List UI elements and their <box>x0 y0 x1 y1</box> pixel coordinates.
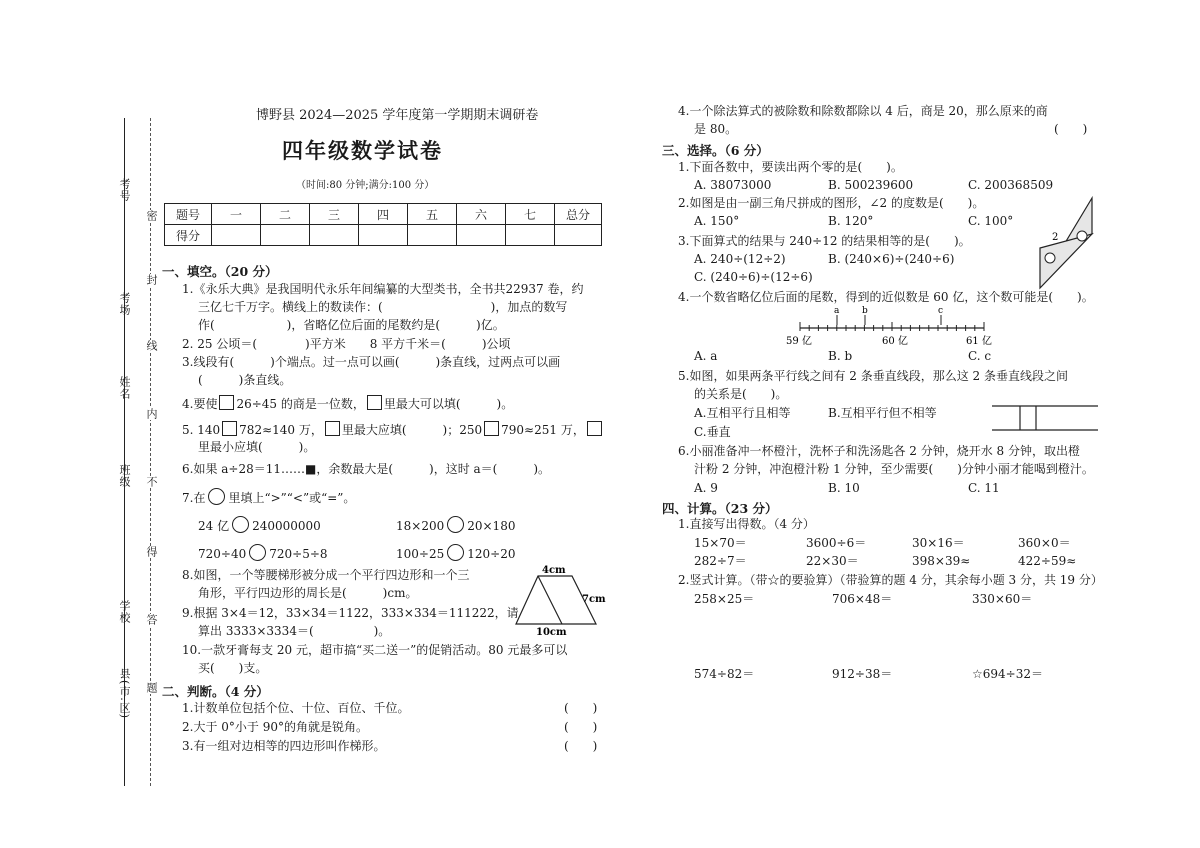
choice-option[interactable]: A. 150° <box>694 214 740 228</box>
compare-right: 120÷20 <box>467 547 516 561</box>
fill-q4 <box>182 395 513 412</box>
ruler-hole <box>1077 231 1087 241</box>
exam-no-label: 考号 <box>118 178 131 202</box>
section-1-title: 一、填空。（20 分） <box>162 264 278 279</box>
blank-circle[interactable] <box>249 544 266 561</box>
compare-right: 720÷5÷8 <box>269 547 328 561</box>
marker-a-label: a <box>834 306 840 316</box>
fill-q5-cont: 里最小应填( )。 <box>198 440 316 454</box>
choice-option[interactable]: C. c <box>968 349 992 363</box>
judge-item-4-cont: 是 80。 <box>694 122 738 136</box>
fill-q3-line: ( )条直线。 <box>198 373 292 387</box>
section-4-title: 四、计算。（23 分） <box>662 501 778 516</box>
fill-q1-line: 作( )，省略亿位后面的尾数约是( )亿。 <box>198 318 505 332</box>
score-header-cell: 一 <box>212 204 261 225</box>
name-label: 姓名 <box>118 376 131 400</box>
choice-option[interactable]: C. (240÷6)÷(12÷6) <box>694 270 813 284</box>
choice-option[interactable]: B. 120° <box>828 214 874 228</box>
fill-q6: 6.如果 a÷28＝11……■，余数最大是( )，这时 a＝( )。 <box>182 462 551 476</box>
choice-q6-line: 6.小丽准备冲一杯橙汁，洗杯子和洗汤匙各 2 分钟，烧开水 8 分钟，取出橙 <box>678 444 1080 458</box>
choice-option[interactable]: C. 100° <box>968 214 1014 228</box>
calc-item: 3600÷6＝ <box>806 536 867 550</box>
vertical-calc-item: ☆694÷32＝ <box>972 667 1043 681</box>
score-header-cell: 题号 <box>165 204 212 225</box>
calc-item: 422÷59≈ <box>1018 554 1077 568</box>
score-cell[interactable] <box>408 225 457 246</box>
score-table-header-row <box>165 204 602 225</box>
score-cell[interactable] <box>506 225 555 246</box>
choice-option[interactable]: B.互相平行但不相等 <box>828 406 937 420</box>
calc-item: 15×70＝ <box>694 536 747 550</box>
page-title: 四年级数学试卷 <box>282 138 443 163</box>
q5-text: 782≈140 万， <box>239 423 323 437</box>
fill-q8-line: 角形，平行四边形的周长是( )cm。 <box>198 586 418 600</box>
blank-box[interactable] <box>484 421 499 436</box>
q5-text: 里最大应填( )；250 <box>341 423 483 437</box>
school-year-line: 博野县 2024—2025 学年度第一学期期末调研卷 <box>256 108 539 123</box>
compare-left: 24 亿 <box>198 519 230 533</box>
calc-item: 282÷7＝ <box>694 554 747 568</box>
calc-item: 30×16＝ <box>912 536 965 550</box>
exam-room-label: 考场 <box>118 292 131 316</box>
choice-option[interactable]: C. 11 <box>968 481 1000 495</box>
tick-label-59: 59 亿 <box>786 336 812 347</box>
compare-right: 20×180 <box>467 519 516 533</box>
trapezoid-top-label: 4cm <box>542 565 566 576</box>
choice-option[interactable]: C. 200368509 <box>968 178 1054 192</box>
score-cell[interactable] <box>212 225 261 246</box>
marker-b-label: b <box>862 306 868 316</box>
choice-q5-line: 5.如图，如果两条平行线之间有 2 条垂直线段，那么这 2 条垂直线段之间 <box>678 369 1068 383</box>
choice-q6-line: 汁粉 2 分钟，冲泡橙汁粉 1 分钟，至少需要( )分钟小丽才能喝到橙汁。 <box>694 462 1094 476</box>
set-square-figure <box>1036 196 1100 292</box>
tick-label-60: 60 亿 <box>882 336 908 347</box>
seal-char: 线 <box>145 340 158 352</box>
q4-text: 26÷45 的商是一位数， <box>236 397 365 411</box>
score-cell[interactable] <box>359 225 408 246</box>
q4-text: 里最大可以填( )。 <box>383 397 514 411</box>
choice-option[interactable]: B. 500239600 <box>828 178 914 192</box>
vertical-calc-item: 706×48＝ <box>832 592 893 606</box>
school-label: 学校 <box>118 600 131 624</box>
blank-circle[interactable] <box>447 516 464 533</box>
fill-q10-line: 买( )支。 <box>198 661 268 675</box>
seal-char: 内 <box>145 408 158 420</box>
choice-option[interactable]: A. 9 <box>694 481 718 495</box>
vertical-calc-item: 574÷82＝ <box>694 667 755 681</box>
choice-option[interactable]: A.互相平行且相等 <box>694 406 791 420</box>
blank-box[interactable] <box>367 395 382 410</box>
score-header-cell: 三 <box>310 204 359 225</box>
vertical-calc-item: 330×60＝ <box>972 592 1033 606</box>
calc-q1: 1.直接写出得数。（4 分） <box>678 517 815 531</box>
choice-option[interactable]: B. 10 <box>828 481 860 495</box>
choice-option[interactable]: C.垂直 <box>694 425 731 439</box>
calc-item: 398×39≈ <box>912 554 971 568</box>
judge-paren[interactable]: ( ) <box>564 739 598 753</box>
fill-q10-line: 10.一款牙膏每支 20 元，超市搞“买二送一”的促销活动。80 元最多可以 <box>182 643 568 657</box>
score-header-cell: 五 <box>408 204 457 225</box>
choice-q2: 2.如图是由一副三角尺拼成的图形，∠2 的度数是( )。 <box>678 196 985 210</box>
fill-q9-line: 算出 3333×3334＝( )。 <box>198 624 391 638</box>
blank-box[interactable] <box>222 421 237 436</box>
score-cell[interactable] <box>261 225 310 246</box>
blank-circle[interactable] <box>208 488 225 505</box>
judge-paren[interactable]: ( ) <box>1054 122 1088 136</box>
section-3-title: 三、选择。（6 分） <box>662 143 769 158</box>
compare-left: 100÷25 <box>396 547 445 561</box>
blank-circle[interactable] <box>447 544 464 561</box>
q5-text: 5. 140 <box>182 423 221 437</box>
choice-option[interactable]: A. 240÷(12÷2) <box>694 252 786 266</box>
trapezoid-bottom-label: 10cm <box>536 627 567 638</box>
compare-item <box>396 516 515 534</box>
score-cell[interactable] <box>555 225 602 246</box>
choice-option[interactable]: A. 38073000 <box>694 178 772 192</box>
calc-item: 22×30＝ <box>806 554 859 568</box>
blank-circle[interactable] <box>232 516 249 533</box>
score-table-score-row <box>165 225 602 246</box>
judge-item-1: 1.计数单位包括个位、十位、百位、千位。 <box>182 701 410 715</box>
tick-label-61: 61 亿 <box>966 336 992 347</box>
judge-paren[interactable]: ( ) <box>564 720 598 734</box>
fill-q9-line: 9.根据 3×4＝12，33×34＝1122，333×334＝111222，请 <box>182 606 519 620</box>
compare-item <box>396 544 515 562</box>
seal-char: 答 <box>145 614 158 626</box>
trapezoid-divider <box>538 576 562 624</box>
ruler-hole <box>1045 253 1055 263</box>
q7-text: 7.在 <box>182 491 206 505</box>
blank-box[interactable] <box>219 395 234 410</box>
seal-char: 不 <box>145 476 158 488</box>
time-note: （时间:80 分钟;满分:100 分） <box>296 180 435 191</box>
compare-left: 18×200 <box>396 519 445 533</box>
compare-left: 720÷40 <box>198 547 247 561</box>
county-label: 县(市.区) <box>118 668 131 720</box>
score-row-label: 得分 <box>165 225 212 246</box>
fill-q1-line: 三亿七千万字。横线上的数读作：( )，加点的数写 <box>198 300 568 314</box>
score-header-cell: 二 <box>261 204 310 225</box>
choice-q4: 4.一个数省略亿位后面的尾数，得到的近似数是 60 亿，这个数可能是( )。 <box>678 290 1094 304</box>
blank-box[interactable] <box>325 421 340 436</box>
section-2-title: 二、判断。（4 分） <box>162 684 269 699</box>
score-header-cell: 四 <box>359 204 408 225</box>
vertical-calc-item: 912÷38＝ <box>832 667 893 681</box>
fill-q8-line: 8.如图，一个等腰梯形被分成一个平行四边形和一个三 <box>182 568 470 582</box>
marker-c-label: c <box>938 306 944 316</box>
fill-q2: 2. 25 公顷＝( )平方米 8 平方千米＝( )公顷 <box>182 337 511 351</box>
trapezoid-side-label: 7cm <box>582 594 606 605</box>
number-line-figure <box>786 306 998 348</box>
fill-q5 <box>182 421 604 438</box>
seal-char: 得 <box>145 546 158 558</box>
choice-q1: 1.下面各数中，要读出两个零的是( )。 <box>678 160 903 174</box>
choice-q5-line: 的关系是( )。 <box>694 387 788 401</box>
seal-char: 密 <box>145 210 158 222</box>
fill-q7 <box>182 488 355 506</box>
compare-item <box>198 544 328 562</box>
judge-item-3: 3.有一组对边相等的四边形叫作梯形。 <box>182 739 386 753</box>
angle-2-label: 2 <box>1052 232 1059 243</box>
fill-q3-line: 3.线段有( )个端点。过一点可以画( )条直线，过两点可以画 <box>182 355 561 369</box>
choice-option[interactable]: B. b <box>828 349 853 363</box>
score-header-cell: 六 <box>457 204 506 225</box>
choice-q3: 3.下面算式的结果与 240÷12 的结果相等的是( )。 <box>678 234 971 248</box>
score-cell[interactable] <box>457 225 506 246</box>
q5-text: 790≈251 万， <box>501 423 585 437</box>
choice-option[interactable]: B. (240×6)÷(240÷6) <box>828 252 955 266</box>
class-label: 班级 <box>118 464 131 488</box>
calc-item: 360×0＝ <box>1018 536 1071 550</box>
trapezoid-figure <box>512 564 604 638</box>
compare-right: 240000000 <box>252 519 321 533</box>
score-table <box>164 203 602 246</box>
fill-q1-line: 1.《永乐大典》是我国明代永乐年间编纂的大型类书，全书共22937 卷，约 <box>182 282 584 296</box>
seal-char: 题 <box>145 682 158 694</box>
score-header-cell: 总分 <box>555 204 602 225</box>
score-header-cell: 七 <box>506 204 555 225</box>
calc-q2: 2.竖式计算。（带☆的要验算）（带验算的题 4 分，其余每小题 3 分，共 19 分） <box>678 573 1103 587</box>
judge-paren[interactable]: ( ) <box>564 701 598 715</box>
number-line-ticks <box>800 322 984 331</box>
judge-item-2: 2.大于 0°小于 90°的角就是锐角。 <box>182 720 368 734</box>
q4-text: 4.要使 <box>182 397 218 411</box>
seal-char: 封 <box>145 274 158 286</box>
choice-option[interactable]: A. a <box>694 349 718 363</box>
vertical-calc-item: 258×25＝ <box>694 592 755 606</box>
parallel-lines-figure <box>992 402 1100 434</box>
blank-box[interactable] <box>587 421 602 436</box>
compare-item <box>198 516 321 534</box>
q7-text: 里填上“>”“<”或“=”。 <box>228 491 356 505</box>
judge-item-4: 4.一个除法算式的被除数和除数都除以 4 后，商是 20，那么原来的商 <box>678 104 1048 118</box>
score-cell[interactable] <box>310 225 359 246</box>
